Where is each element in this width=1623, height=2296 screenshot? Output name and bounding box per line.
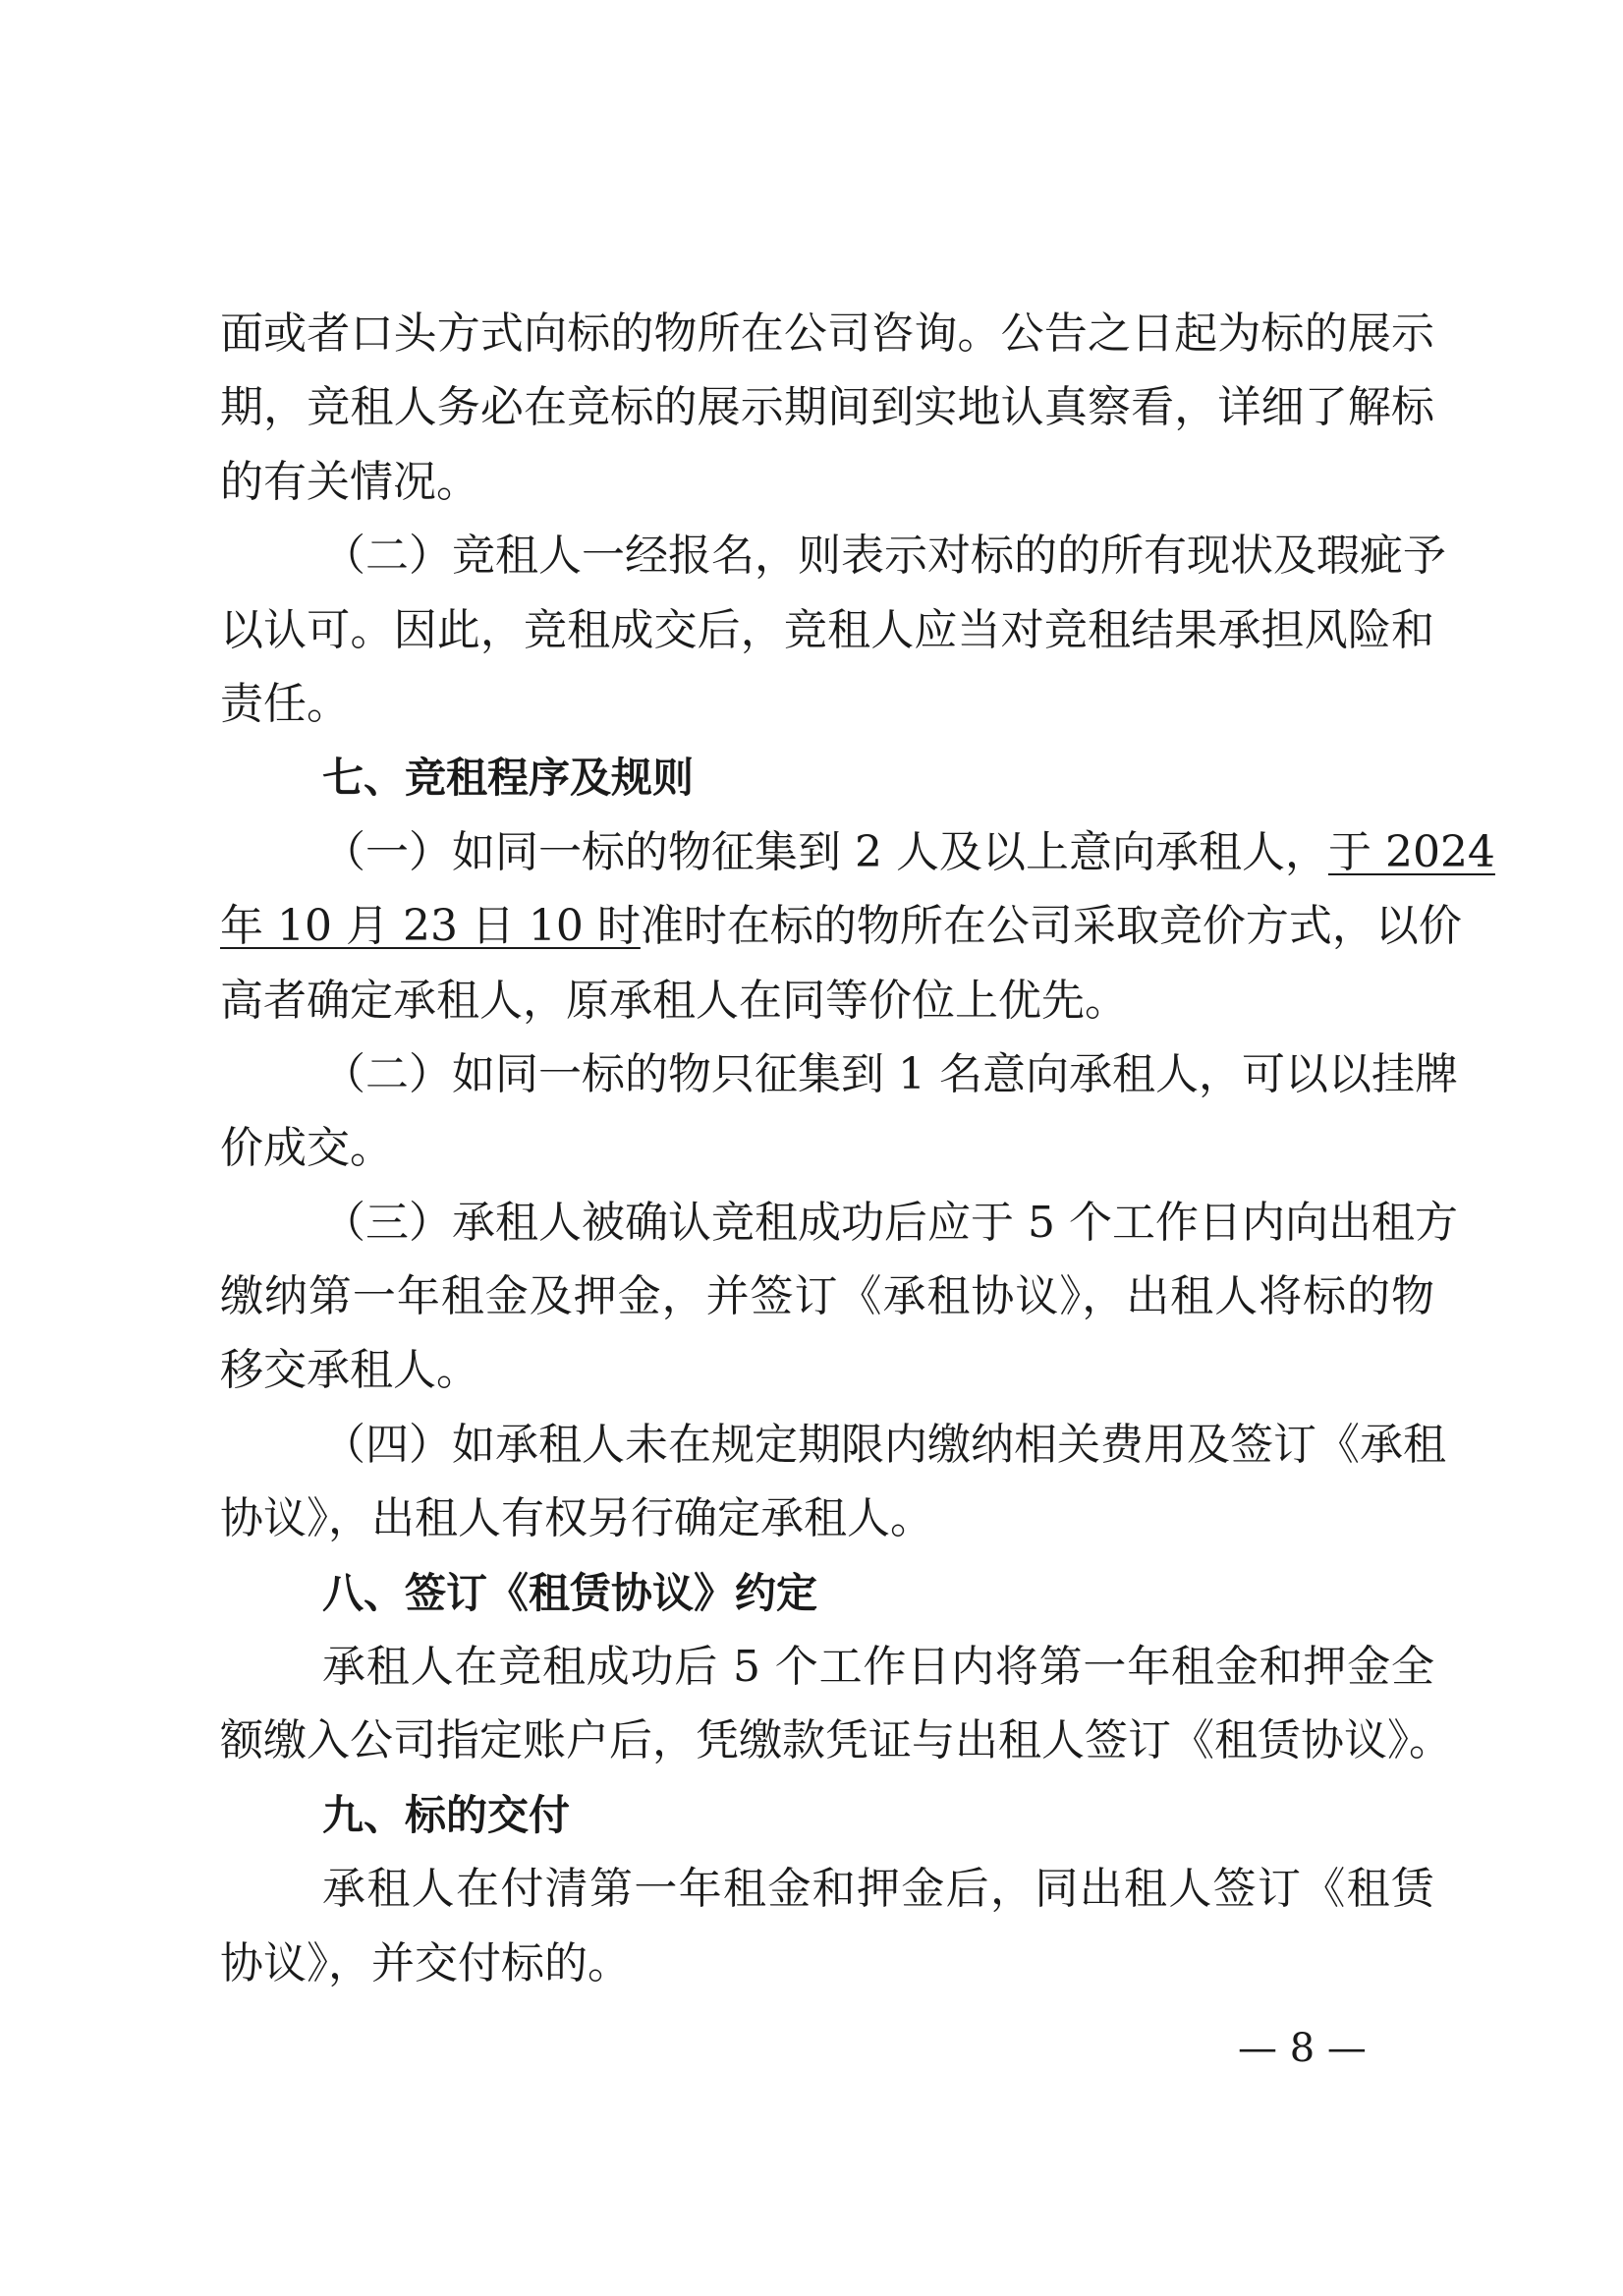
paragraph-line: 以认可。因此，竞租成交后，竞租人应当对竞租结果承担风险和: [220, 604, 1434, 655]
paragraph-line: 高者确定承租人，原承租人在同等价位上优先。: [220, 975, 1128, 1026]
underlined-date-text: 年 10 月 23 日 10 时: [220, 901, 641, 952]
paragraph-line: [220, 815, 1495, 889]
paragraph-line: 面或者口头方式向标的物所在公司咨询。公告之日起为标的展示: [220, 308, 1434, 359]
paragraph-line: 协议》，并交付标的。: [220, 1937, 631, 1988]
paragraph-line: （四）如承租人未在规定期限内缴纳相关费用及签订《承租: [322, 1419, 1446, 1470]
document-body: [220, 297, 1495, 2000]
paragraph-line: 责任。: [220, 678, 350, 729]
paragraph-line: 缴纳第一年租金及押金，并签订《承租协议》，出租人将标的物: [220, 1271, 1434, 1322]
paragraph-line: 期，竞租人务必在竞标的展示期间到实地认真察看，详细了解标: [220, 382, 1434, 433]
underlined-date-text: 于 2024: [1327, 826, 1495, 877]
paragraph-line: 协议》，出租人有权另行确定承租人。: [220, 1493, 933, 1544]
paragraph-line: （二）如同一标的物只征集到 1 名意向承租人，可以以挂牌: [322, 1048, 1458, 1099]
paragraph-line: [220, 889, 1462, 963]
paragraph-line: （二）竞租人一经报名，则表示对标的的所有现状及瑕疵予: [322, 531, 1446, 582]
section-heading-8: 八、签订《租赁协议》约定: [322, 1568, 818, 1617]
paragraph-line: 承租人在付清第一年租金和押金后，同出租人签订《租赁: [322, 1864, 1434, 1915]
paragraph-line: 价成交。: [220, 1123, 393, 1174]
paragraph-line: 移交承租人。: [220, 1345, 479, 1396]
paragraph-line: 额缴入公司指定账户后，凭缴款凭证与出租人签订《租赁协议》。: [220, 1715, 1452, 1766]
paragraph-line: 的有关情况。: [220, 456, 479, 507]
section-heading-7: 七、竞租程序及规则: [322, 754, 695, 803]
page-number: — 8 —: [1238, 2026, 1367, 2071]
section-heading-9: 九、标的交付: [322, 1790, 571, 1839]
line-text: （一）如同一标的物征集到 2 人及以上意向承租人，: [322, 826, 1328, 877]
paragraph-line: （三）承租人被确认竞租成功后应于 5 个工作日内向出租方: [322, 1197, 1458, 1248]
line-text: 准时在标的物所在公司采取竞价方式，以价: [640, 901, 1462, 952]
paragraph-line: 承租人在竞租成功后 5 个工作日内将第一年租金和押金全: [322, 1642, 1434, 1693]
